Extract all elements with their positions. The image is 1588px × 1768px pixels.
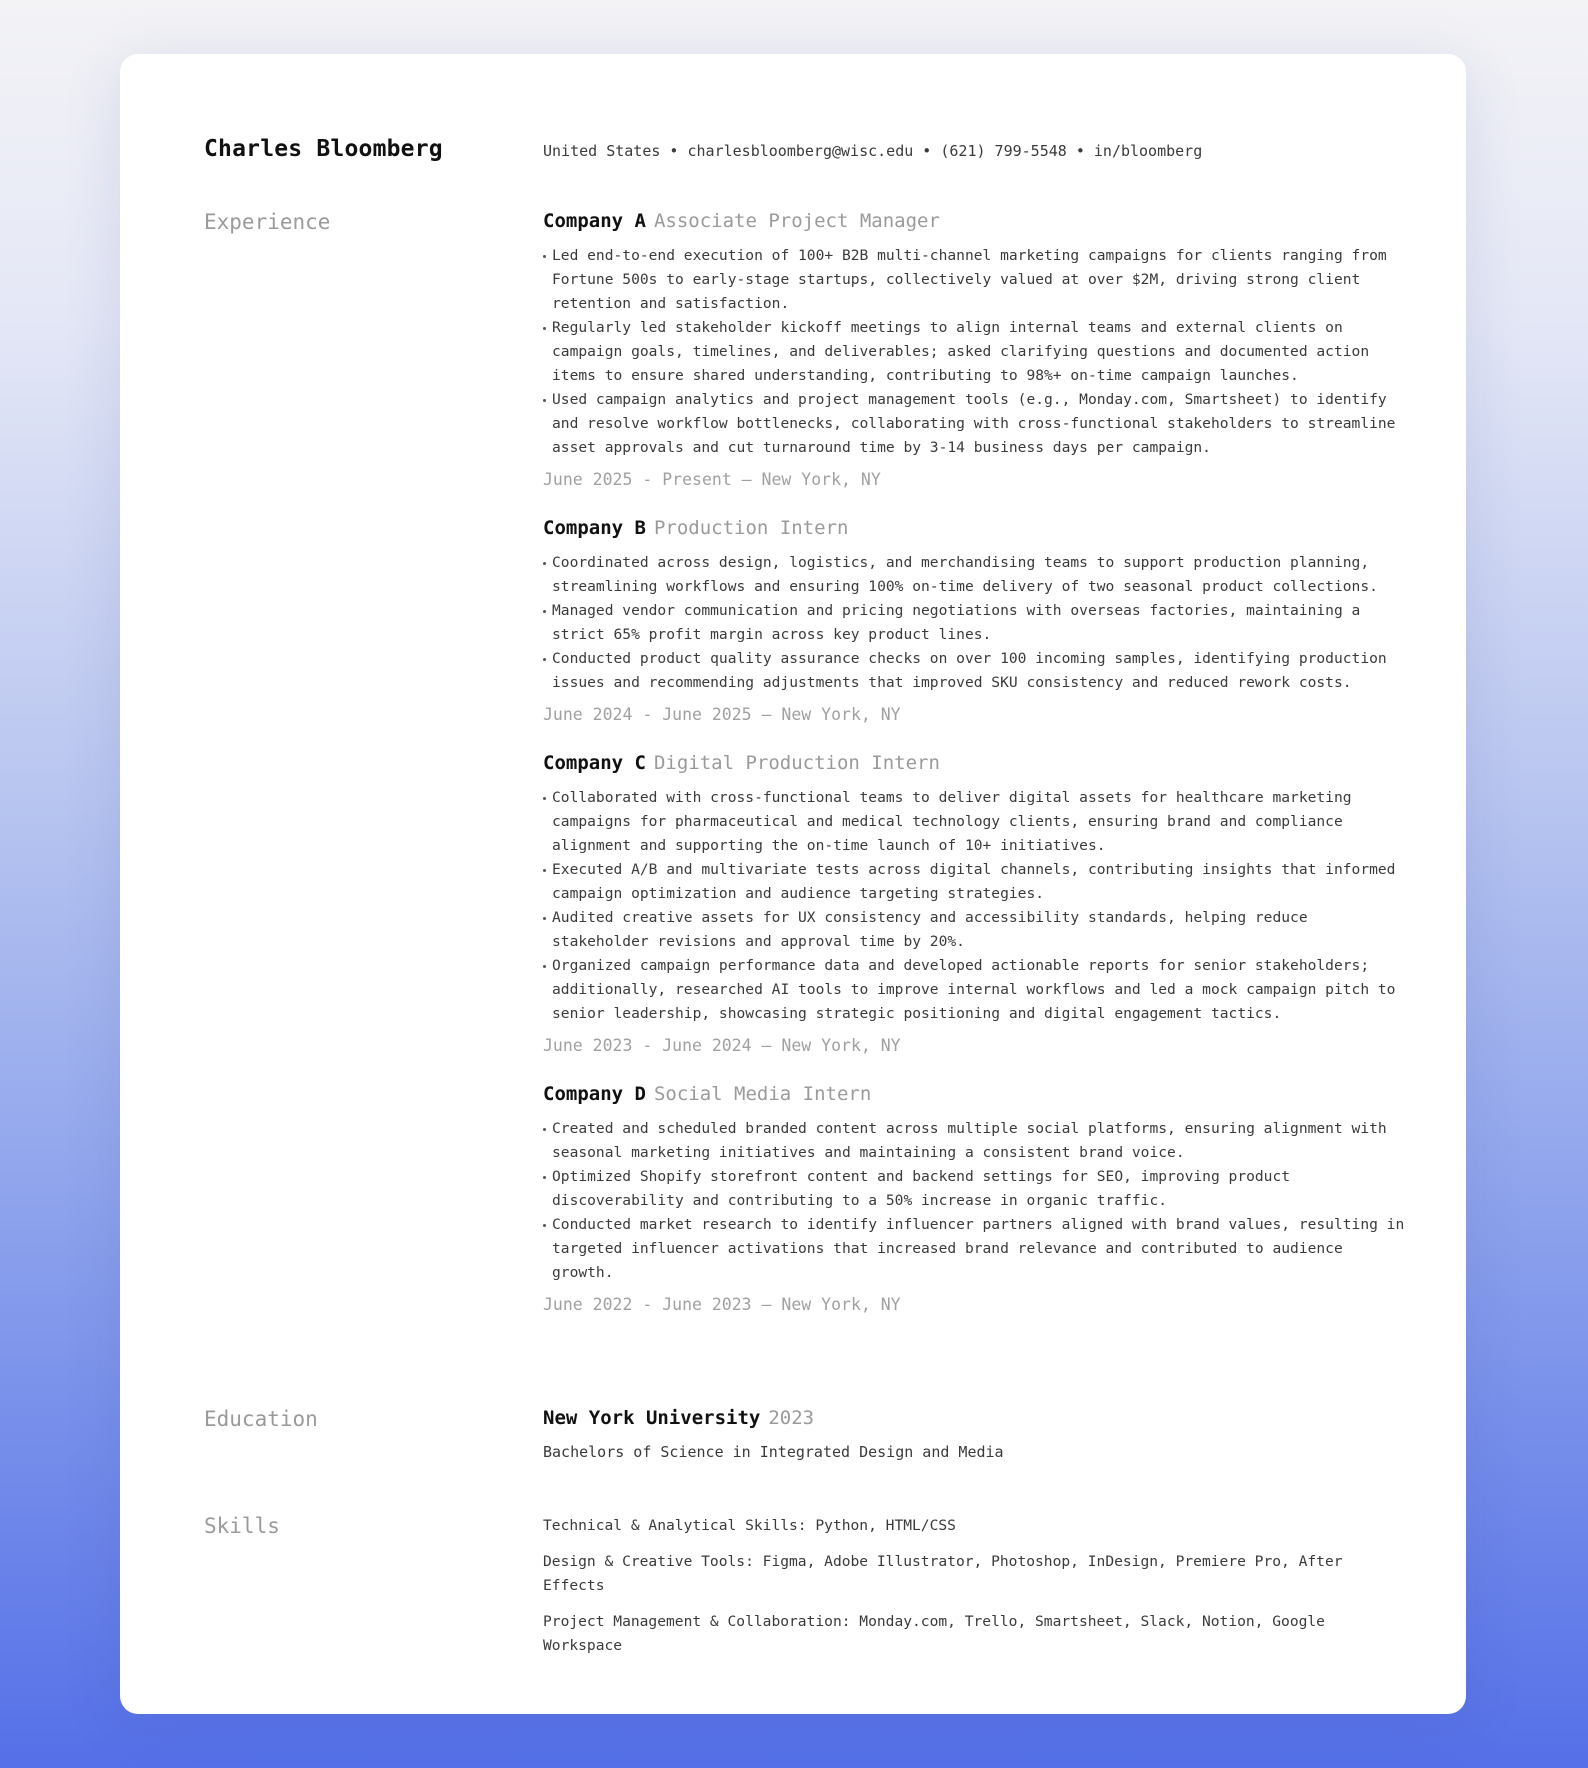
education-label: Education — [204, 1407, 318, 1431]
experience-list — [543, 210, 1406, 1342]
job-role: Associate Project Manager — [653, 210, 940, 232]
resume-card — [120, 54, 1466, 1714]
job-bullets — [543, 551, 1406, 695]
degree: Bachelors of Science in Integrated Design and Media — [543, 1443, 1004, 1461]
resume-header — [204, 136, 1406, 162]
company-name: Company D — [543, 1083, 646, 1105]
job-bullets — [543, 1117, 1406, 1285]
job-header — [543, 752, 1406, 774]
job-dates-location: June 2024 - June 2025 — New York, NY — [543, 705, 901, 724]
job-role: Digital Production Intern — [653, 752, 940, 774]
job-bullets — [543, 244, 1406, 460]
experience-section — [204, 210, 1406, 1342]
graduation-year: 2023 — [768, 1407, 815, 1429]
job-bullet: Regularly led stakeholder kickoff meetings to align internal teams and external clients on campaign goals, timelines, and deliverables; asked clarifying questions and documented action items to ensure shared understanding, contributing to 98%+ on-time campaign launches. — [543, 316, 1406, 388]
job-bullet: Created and scheduled branded content across multiple social platforms, ensuring alignment with seasonal marketing initiatives and maintaining a consistent brand voice. — [543, 1117, 1406, 1165]
job-dates-location: June 2023 - June 2024 — New York, NY — [543, 1036, 901, 1055]
job-dates-location: June 2022 - June 2023 — New York, NY — [543, 1295, 901, 1314]
job-bullet: Conducted market research to identify influencer partners aligned with brand values, resulting in targeted influencer activations that increased brand relevance and contributed to audience growth. — [543, 1213, 1406, 1285]
job-entry — [543, 1083, 1406, 1314]
job-entry — [543, 752, 1406, 1055]
education-section — [204, 1407, 1406, 1461]
job-header — [543, 517, 1406, 539]
job-entry — [543, 210, 1406, 489]
skills-label: Skills — [204, 1514, 280, 1538]
company-name: Company C — [543, 752, 646, 774]
job-bullet: Coordinated across design, logistics, and merchandising teams to support production planning, streamlining workflows and ensuring 100% on-time delivery of two seasonal product collections. — [543, 551, 1406, 599]
job-bullet: Optimized Shopify storefront content and backend settings for SEO, improving product discoverability and contributing to a 50% increase in organic traffic. — [543, 1165, 1406, 1213]
job-bullet: Executed A/B and multivariate tests across digital channels, contributing insights that informed campaign optimization and audience targeting strategies. — [543, 858, 1406, 906]
job-role: Production Intern — [653, 517, 849, 539]
job-header — [543, 1083, 1406, 1105]
skill-line: Technical & Analytical Skills: Python, HTML/CSS — [543, 1517, 956, 1534]
job-bullet: Collaborated with cross-functional teams to deliver digital assets for healthcare marketing campaigns for pharmaceutical and medical technology clients, ensuring brand and compliance alignment and supporting the on-time launch of 10+ initiatives. — [543, 786, 1406, 858]
company-name: Company A — [543, 210, 646, 232]
job-bullet: Organized campaign performance data and developed actionable reports for senior stakeholders; additionally, researched AI tools to improve internal workflows and led a mock campaign pitch to senior leadership, showcasing strategic positioning and digital engagement tactics. — [543, 954, 1406, 1026]
job-bullet: Managed vendor communication and pricing negotiations with overseas factories, maintaining a strict 65% profit margin across key product lines. — [543, 599, 1406, 647]
skill-line: Design & Creative Tools: Figma, Adobe Illustrator, Photoshop, InDesign, Premiere Pro, After Effects — [543, 1553, 1343, 1594]
candidate-name: Charles Bloomberg — [204, 136, 443, 162]
job-bullet: Conducted product quality assurance checks on over 100 incoming samples, identifying production issues and recommending adjustments that improved SKU consistency and reduced rework costs. — [543, 647, 1406, 695]
skill-line: Project Management & Collaboration: Monday.com, Trello, Smartsheet, Slack, Notion, Google Workspace — [543, 1613, 1325, 1654]
job-role: Social Media Intern — [653, 1083, 872, 1105]
school-name: New York University — [543, 1407, 761, 1429]
job-bullets — [543, 786, 1406, 1026]
contact-info: United States • charlesbloomberg@wisc.edu • (621) 799-5548 • in/bloomberg — [543, 142, 1203, 160]
education-header — [543, 1407, 1406, 1429]
company-name: Company B — [543, 517, 646, 539]
experience-label: Experience — [204, 210, 331, 234]
job-dates-location: June 2025 - Present — New York, NY — [543, 470, 881, 489]
job-bullet: Used campaign analytics and project management tools (e.g., Monday.com, Smartsheet) to identify and resolve workflow bottlenecks, collaborating with cross-functional stakeholders to streamline asset approvals and cut turnaround time by 3-14 business days per campaign. — [543, 388, 1406, 460]
job-entry — [543, 517, 1406, 724]
job-bullet: Led end-to-end execution of 100+ B2B multi-channel marketing campaigns for clients ranging from Fortune 500s to early-stage startups, collectively valued at over $2M, driving strong client retention and satisfaction. — [543, 244, 1406, 316]
skills-list — [543, 1514, 1406, 1670]
skills-section — [204, 1514, 1406, 1670]
job-header — [543, 210, 1406, 232]
job-bullet: Audited creative assets for UX consistency and accessibility standards, helping reduce stakeholder revisions and approval time by 20%. — [543, 906, 1406, 954]
